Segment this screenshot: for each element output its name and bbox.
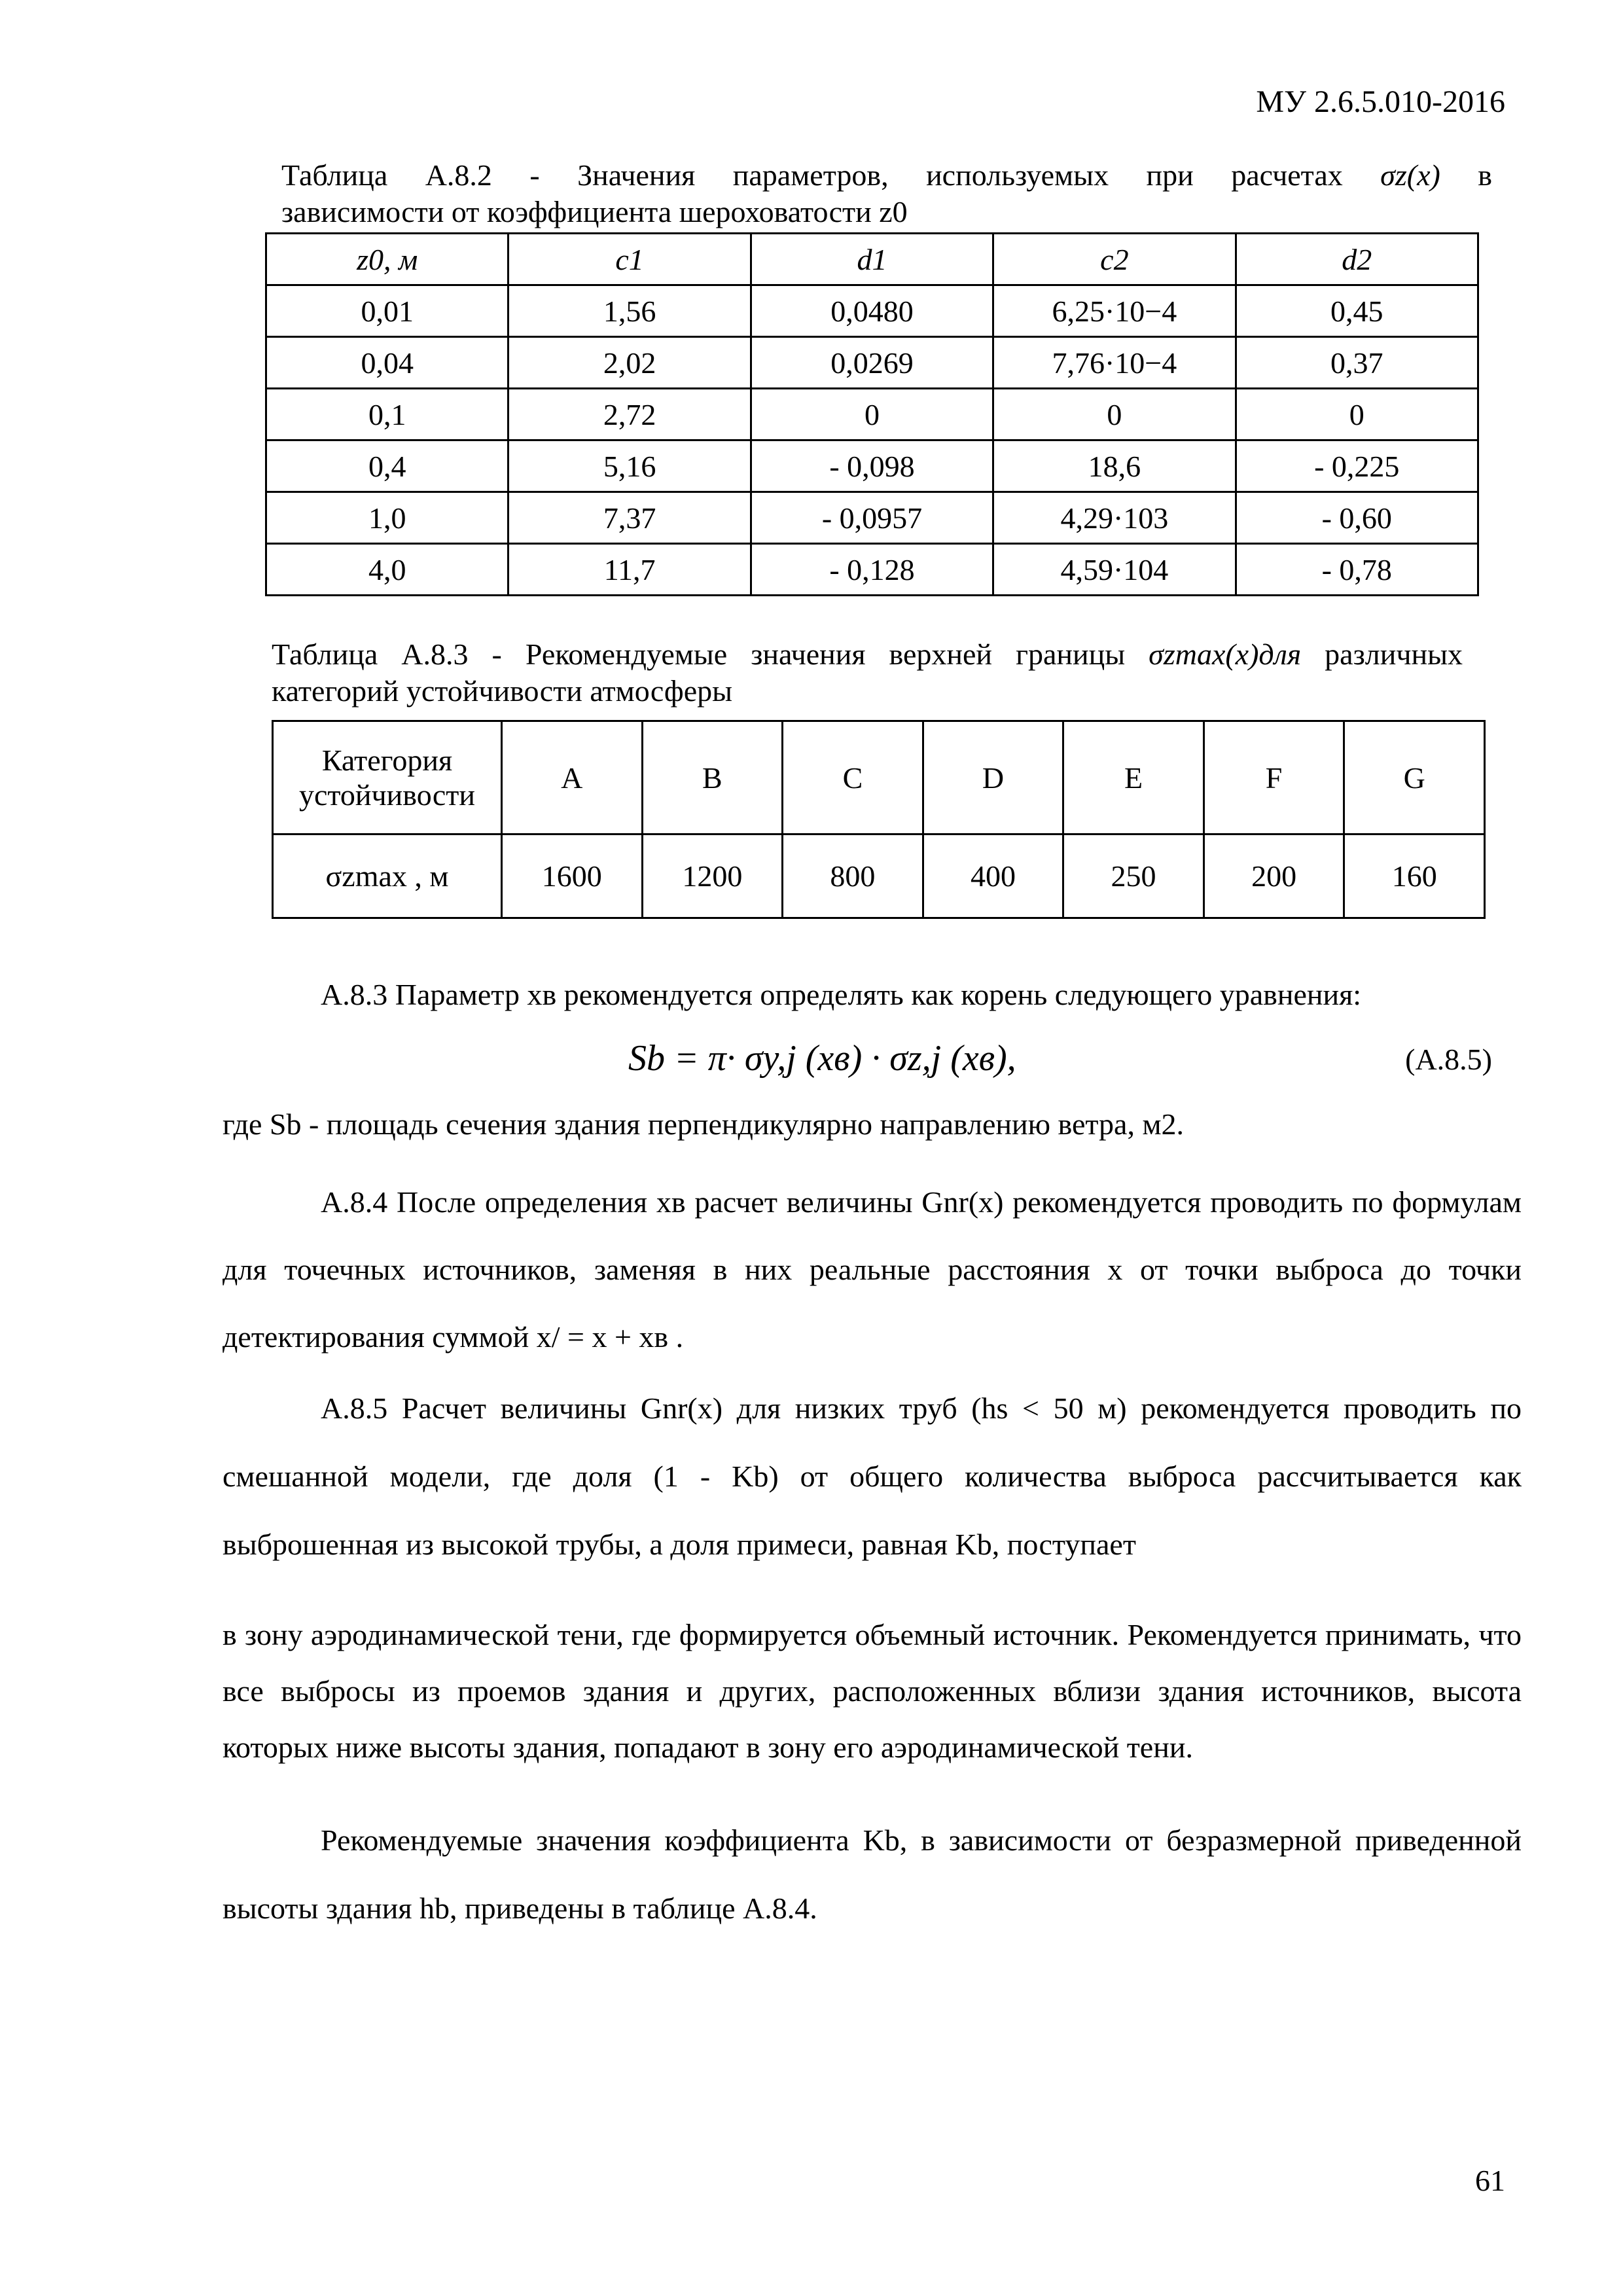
table-cell: 11,7 xyxy=(508,544,751,596)
table-cell: F xyxy=(1204,721,1344,834)
caption-word: расчетах xyxy=(1231,158,1343,192)
caption-word: - xyxy=(529,158,540,192)
table-row xyxy=(273,834,1485,918)
table-cell: - 0,098 xyxy=(751,440,993,492)
caption-word: значения xyxy=(751,637,866,671)
paragraph-a85: А.8.5 Расчет величины Gnr(x) для низких труб (hs < 50 м) рекомендуется проводить по смешанной модели, где доля (1 - Kb) от общего количества выброса рассчитывается как выброшенная из высокой трубы, а доля примеси, равная Kb, поступает xyxy=(223,1391,1522,1561)
caption-word: верхней xyxy=(889,637,993,671)
header-cell: z0, м xyxy=(266,234,508,285)
table-cell: 5,16 xyxy=(508,440,751,492)
table-row xyxy=(266,337,1478,389)
table-cell: C xyxy=(783,721,923,834)
table-row xyxy=(266,285,1478,337)
table-cell: 4,59·104 xyxy=(993,544,1236,596)
table-cell: 0 xyxy=(1236,389,1478,440)
table2-caption xyxy=(272,636,1463,709)
table-cell: - 0,0957 xyxy=(751,492,993,544)
table-cell: 200 xyxy=(1204,834,1344,918)
caption-formula: σzmax(x)для xyxy=(1149,637,1302,671)
page-number: 61 xyxy=(1475,2164,1505,2197)
caption-word: параметров, xyxy=(732,158,889,192)
table-cell: 2,02 xyxy=(508,337,751,389)
table-cell: 400 xyxy=(923,834,1063,918)
table-cell: 0,45 xyxy=(1236,285,1478,337)
table-cell: 0,4 xyxy=(266,440,508,492)
paragraph-a84: А.8.4 После определения xв расчет величины Gnr(x) рекомендуется проводить по формулам для точечных источников, заменяя в них реальные расстояния x от точки выброса до точки детектирования суммой x/ = x + xв . xyxy=(223,1185,1522,1354)
header-cell: d2 xyxy=(1236,234,1478,285)
table-cell: 0 xyxy=(993,389,1236,440)
row-label-cell: Категория устойчивости xyxy=(273,721,502,834)
header-cell: c1 xyxy=(508,234,751,285)
table1-caption xyxy=(281,157,1492,230)
caption-word: в xyxy=(1478,158,1492,192)
caption-word: используемых xyxy=(926,158,1109,192)
caption-word: различных xyxy=(1325,637,1463,671)
table1-caption-line2: зависимости от коэффициента шероховатости z0 xyxy=(281,195,908,228)
table1-caption-line1 xyxy=(281,157,1492,194)
table-cell: 0 xyxy=(751,389,993,440)
table-cell: G xyxy=(1344,721,1485,834)
table-cell: - 0,78 xyxy=(1236,544,1478,596)
caption-word: при xyxy=(1146,158,1194,192)
table-cell: 0,04 xyxy=(266,337,508,389)
table-cell: A xyxy=(502,721,643,834)
table-row xyxy=(266,389,1478,440)
table-cell: 0,37 xyxy=(1236,337,1478,389)
paragraph-kb: Рекомендуемые значения коэффициента Kb, в зависимости от безразмерной приведенной высоты здания hb, приведены в таблице А.8.4. xyxy=(223,1823,1522,1925)
table-a83 xyxy=(272,720,1486,919)
table-cell: D xyxy=(923,721,1063,834)
header-cell: c2 xyxy=(993,234,1236,285)
table-row xyxy=(266,440,1478,492)
table-cell: 0,0269 xyxy=(751,337,993,389)
equation-a85: Sb = π· σy,j (xв) · σz,j (xв), xyxy=(628,1038,1016,1079)
table-cell: - 0,225 xyxy=(1236,440,1478,492)
caption-word: А.8.3 xyxy=(401,637,469,671)
caption-word: Таблица xyxy=(272,637,378,671)
caption-formula: σz(x) xyxy=(1380,158,1440,192)
table-a82 xyxy=(265,232,1479,596)
table-cell: 1,56 xyxy=(508,285,751,337)
caption-word: Таблица xyxy=(281,158,388,192)
table-cell: E xyxy=(1063,721,1204,834)
table-cell: 1200 xyxy=(642,834,783,918)
table-header-row xyxy=(266,234,1478,285)
table-cell: 7,76·10−4 xyxy=(993,337,1236,389)
table-row xyxy=(266,544,1478,596)
table-cell: 2,72 xyxy=(508,389,751,440)
header-cell: d1 xyxy=(751,234,993,285)
table-cell: 160 xyxy=(1344,834,1485,918)
table2-caption-line2: категорий устойчивости атмосферы xyxy=(272,674,733,708)
row-label-cell: σzmax , м xyxy=(273,834,502,918)
table-row xyxy=(273,721,1485,834)
table-cell: - 0,128 xyxy=(751,544,993,596)
caption-word: Значения xyxy=(577,158,696,192)
document-id: МУ 2.6.5.010-2016 xyxy=(1256,84,1505,119)
table-cell: 800 xyxy=(783,834,923,918)
paragraph-where: где Sb - площадь сечения здания перпендикулярно направлению ветра, м2. xyxy=(223,1107,1185,1141)
table-cell: B xyxy=(642,721,783,834)
table-cell: 7,37 xyxy=(508,492,751,544)
table-cell: 4,0 xyxy=(266,544,508,596)
table-cell: 1600 xyxy=(502,834,643,918)
table-cell: 6,25·10−4 xyxy=(993,285,1236,337)
caption-word: А.8.2 xyxy=(425,158,492,192)
paragraph-a85-cont: в зону аэродинамической тени, где формируется объемный источник. Рекомендуется принимать, что все выбросы из проемов здания и других, расположенных вблизи здания источников, высота которых ниже высоты здания, попадают в зону его аэродинамической тени. xyxy=(223,1618,1522,1764)
table-row xyxy=(266,492,1478,544)
table-cell: 4,29·103 xyxy=(993,492,1236,544)
caption-word: - xyxy=(491,637,502,671)
table-cell: - 0,60 xyxy=(1236,492,1478,544)
table-cell: 1,0 xyxy=(266,492,508,544)
caption-word: границы xyxy=(1016,637,1126,671)
equation-number: (А.8.5) xyxy=(1405,1043,1492,1076)
table-cell: 0,1 xyxy=(266,389,508,440)
table-cell: 0,01 xyxy=(266,285,508,337)
table-cell: 0,0480 xyxy=(751,285,993,337)
table-cell: 250 xyxy=(1063,834,1204,918)
table-cell: 18,6 xyxy=(993,440,1236,492)
caption-word: Рекомендуемые xyxy=(525,637,728,671)
table2-caption-line1 xyxy=(272,636,1463,673)
paragraph-a83: А.8.3 Параметр xв рекомендуется определять как корень следующего уравнения: xyxy=(321,978,1362,1011)
